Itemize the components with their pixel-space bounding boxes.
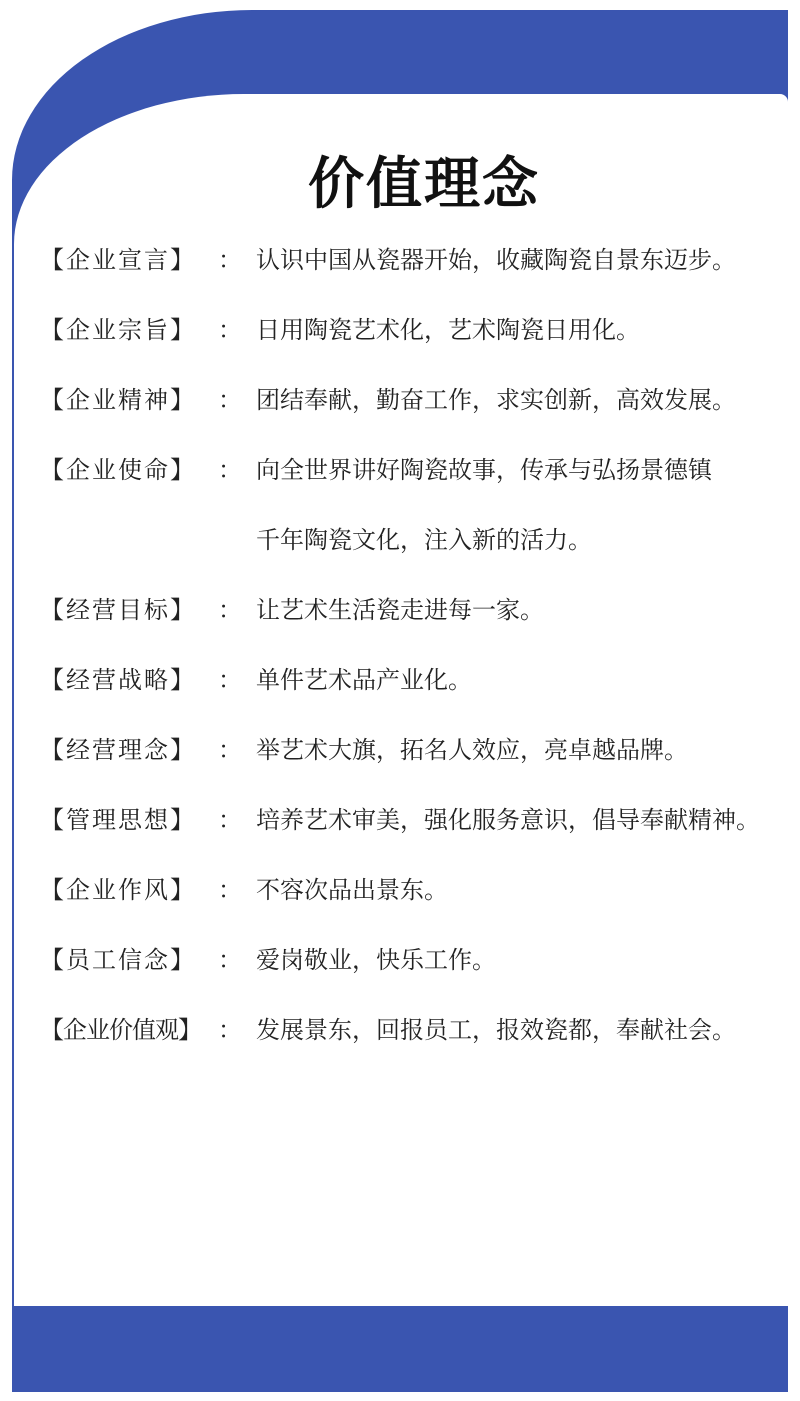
row-value xyxy=(256,446,780,586)
row-value xyxy=(256,726,780,796)
row-value-line: 日用陶瓷艺术化，艺术陶瓷日用化。 xyxy=(256,316,640,344)
value-row xyxy=(40,866,780,936)
row-label: 【管理思想】 xyxy=(40,806,196,834)
row-colon: ： xyxy=(218,456,242,484)
page-title: 价值理念 xyxy=(308,151,540,217)
row-colon: ： xyxy=(218,806,242,834)
row-value-line: 千年陶瓷文化，注入新的活力。 xyxy=(256,526,592,554)
value-row xyxy=(40,936,780,1006)
row-colon: ： xyxy=(218,596,242,624)
row-label: 【经营目标】 xyxy=(40,596,196,624)
row-value xyxy=(256,866,780,936)
row-value xyxy=(256,656,780,726)
value-row xyxy=(40,376,780,446)
row-colon: ： xyxy=(218,246,242,274)
row-colon: ： xyxy=(218,316,242,344)
row-value xyxy=(256,1006,780,1076)
value-row xyxy=(40,656,780,726)
value-row xyxy=(40,726,780,796)
value-row xyxy=(40,796,780,866)
value-row xyxy=(40,586,780,656)
row-value xyxy=(256,306,780,376)
row-value-line: 举艺术大旗，拓名人效应，亮卓越品牌。 xyxy=(256,736,688,764)
row-label: 【企业宗旨】 xyxy=(40,316,196,344)
row-label: 【企业宣言】 xyxy=(40,246,196,274)
row-value xyxy=(256,936,780,1006)
row-value-line: 单件艺术品产业化。 xyxy=(256,666,472,694)
row-label: 【企业精神】 xyxy=(40,386,196,414)
row-value xyxy=(256,236,780,306)
row-colon: ： xyxy=(218,946,242,974)
row-value-line: 不容次品出景东。 xyxy=(256,876,448,904)
row-value xyxy=(256,376,780,446)
value-row xyxy=(40,306,780,376)
row-value xyxy=(256,796,780,866)
value-row xyxy=(40,1006,780,1076)
row-value xyxy=(256,586,780,656)
value-list xyxy=(40,236,780,1076)
value-row xyxy=(40,236,780,306)
row-label: 【企业作风】 xyxy=(40,876,196,904)
row-label: 【企业使命】 xyxy=(40,456,196,484)
row-colon: ： xyxy=(218,666,242,694)
value-row xyxy=(40,446,780,586)
row-colon: ： xyxy=(218,876,242,904)
row-value-line: 让艺术生活瓷走进每一家。 xyxy=(256,596,544,624)
row-value-line: 认识中国从瓷器开始，收藏陶瓷自景东迈步。 xyxy=(256,246,736,274)
row-label: 【经营战略】 xyxy=(40,666,196,694)
row-label: 【企业价值观】 xyxy=(40,1016,201,1044)
row-value-line: 向全世界讲好陶瓷故事，传承与弘扬景德镇 xyxy=(256,456,712,484)
row-value-line: 爱岗敬业，快乐工作。 xyxy=(256,946,496,974)
row-value-line: 发展景东，回报员工，报效瓷都，奉献社会。 xyxy=(256,1016,736,1044)
row-label: 【员工信念】 xyxy=(40,946,196,974)
row-value-line: 培养艺术审美，强化服务意识，倡导奉献精神。 xyxy=(256,806,760,834)
row-colon: ： xyxy=(218,1016,242,1044)
row-label: 【经营理念】 xyxy=(40,736,196,764)
row-colon: ： xyxy=(218,736,242,764)
row-colon: ： xyxy=(218,386,242,414)
row-value-line: 团结奉献，勤奋工作，求实创新，高效发展。 xyxy=(256,386,736,414)
